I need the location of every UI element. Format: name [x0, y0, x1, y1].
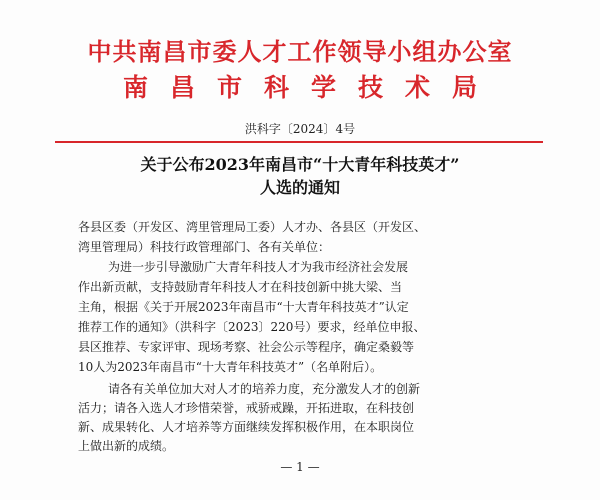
document-number: 洪科字〔2024〕4号	[244, 122, 356, 136]
title-line-1: 关于公布2023年南昌市“十大青年科技英才”	[140, 155, 460, 174]
paragraph-1-line-1: 为进一步引导激励广大青年科技人才为我市经济社会发展	[108, 260, 409, 274]
paragraph-2-line-3: 新、成果转化、人才培养等方面继续发挥积极作用，在本职岗位	[78, 420, 415, 434]
red-divider-line	[55, 141, 543, 143]
paragraph-2-line-1: 请各有关单位加大对人才的培养力度，充分激发人才的创新	[108, 382, 421, 396]
title-line-2: 人选的通知	[259, 178, 340, 197]
issuer-line-1: 中共南昌市委人才工作领导小组办公室	[87, 38, 513, 66]
addressee-line-1: 各县区委（开发区、湾里管理局工委）人才办、各县区（开发区、	[78, 220, 427, 234]
paragraph-1-line-3: 主角，根据《关于开展2023年南昌市“十大青年科技英才”认定	[78, 300, 409, 314]
paragraph-1-line-6: 10人为2023年南昌市“十大青年科技英才”（名单附后）。	[78, 360, 383, 374]
paragraph-2-line-2: 活力；请各入选人才珍惜荣誉，戒骄戒躁，开拓进取，在科技创	[78, 401, 415, 415]
page-number: — 1 —	[280, 460, 320, 474]
paragraph-1-line-5: 县区推荐、专家评审、现场考察、社会公示等程序，确定桑毅等	[78, 340, 415, 354]
paragraph-1-line-4: 推荐工作的通知》（洪科字〔2023〕220号）要求，经单位申报、	[78, 320, 426, 334]
addressee-line-2: 湾里管理局）科技行政管理部门、各有关单位：	[78, 240, 331, 254]
issuer-line-2: 南昌市科学技术局	[122, 73, 499, 102]
paragraph-2-line-4: 上做出新的成绩。	[78, 439, 175, 453]
paragraph-1-line-2: 作出新贡献，支持鼓励青年科技人才在科技创新中挑大梁、当	[78, 280, 403, 294]
